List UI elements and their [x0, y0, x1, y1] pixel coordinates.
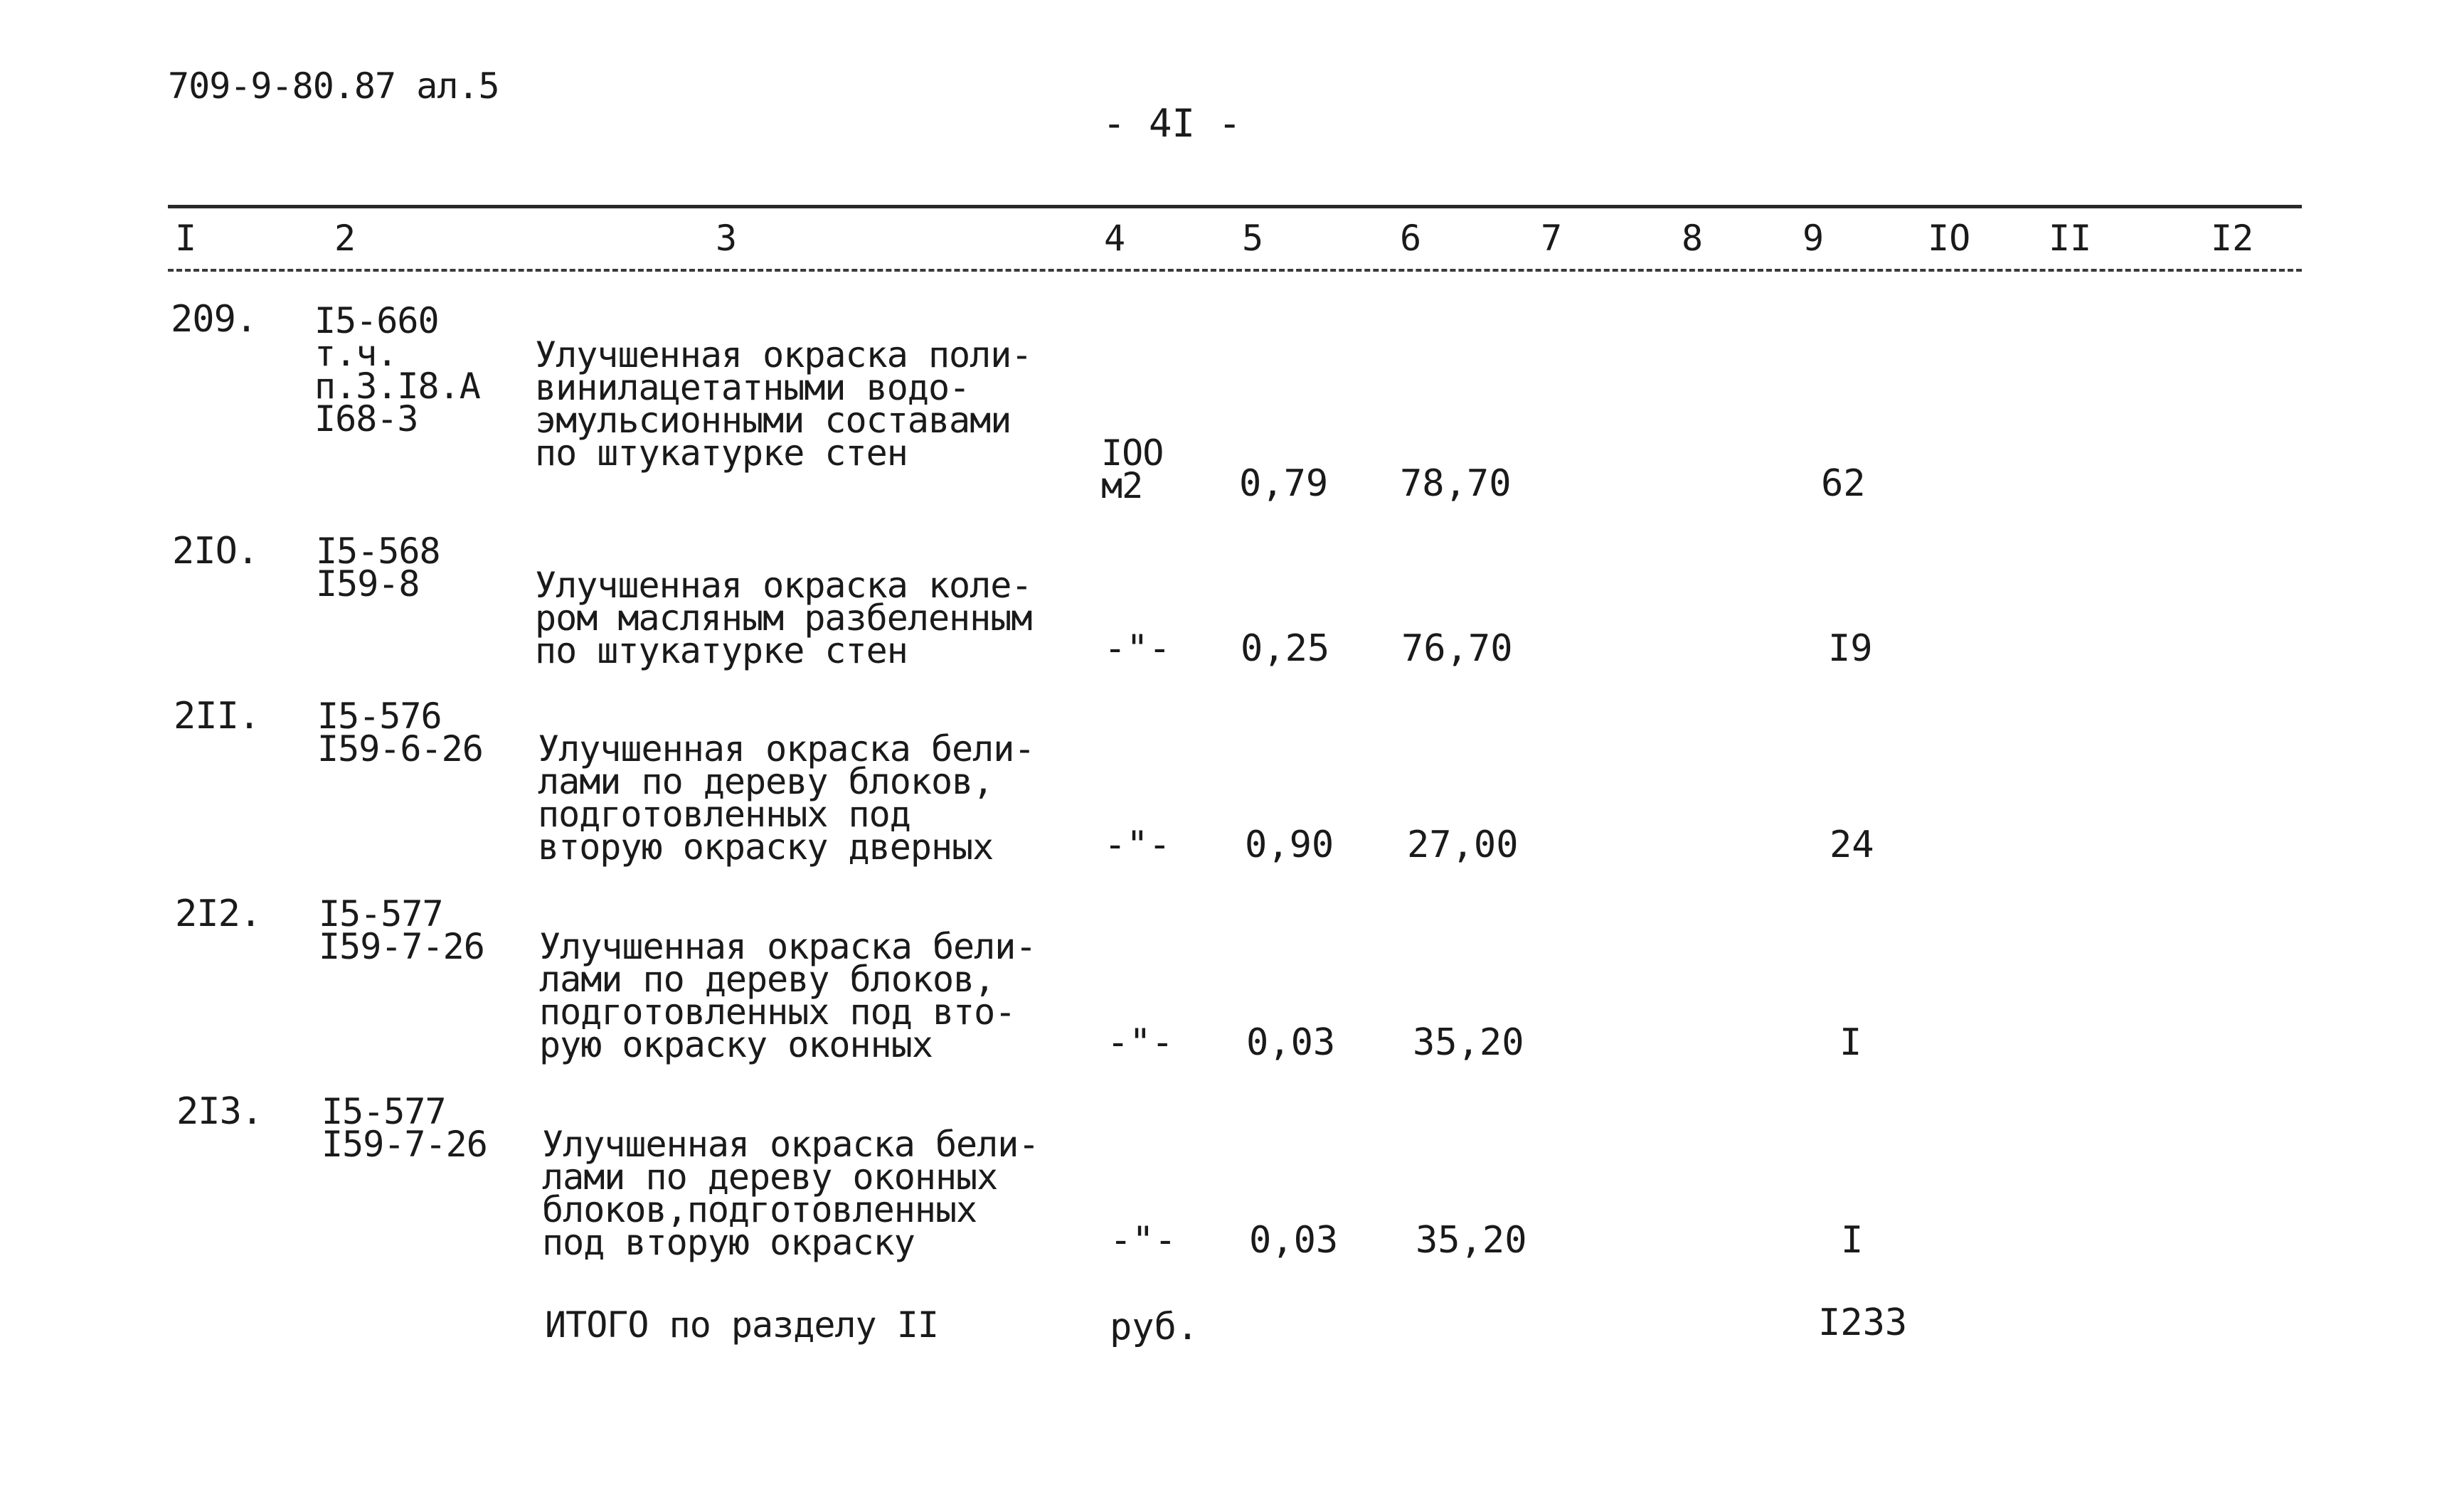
- row-code: I5-577 I59-7-26: [319, 893, 484, 967]
- row-number: 2I2.: [175, 893, 262, 935]
- row-unit: -"-: [1104, 627, 1171, 670]
- column-header: I: [175, 218, 197, 259]
- summary-label: ИТОГО по разделу II: [545, 1304, 938, 1346]
- row-unit: -"-: [1107, 1021, 1174, 1064]
- column-header: 6: [1400, 218, 1422, 259]
- column-header: 5: [1242, 218, 1264, 259]
- row-quantity: 0,90: [1245, 824, 1334, 866]
- summary-total: I233: [1818, 1301, 1908, 1344]
- document-code: 709-9-80.87 ал.5: [168, 65, 499, 107]
- row-price: 35,20: [1413, 1021, 1524, 1064]
- row-price: 35,20: [1416, 1219, 1527, 1262]
- column-header: II: [2049, 218, 2092, 259]
- column-header: 9: [1802, 218, 1825, 259]
- row-total: I: [1841, 1219, 1864, 1262]
- column-header: 8: [1682, 218, 1704, 259]
- column-header: I2: [2211, 218, 2254, 259]
- row-number: 2I3.: [176, 1090, 263, 1133]
- row-price: 76,70: [1401, 627, 1513, 670]
- row-total: I: [1839, 1021, 1862, 1064]
- row-total: 62: [1821, 462, 1866, 505]
- row-description: Улучшенная окраска бели- лами по дереву блоков, подготовленных под вторую окраску дверных: [538, 728, 1035, 868]
- row-quantity: 0,03: [1249, 1219, 1339, 1262]
- row-number: 2II.: [174, 695, 260, 738]
- row-unit: IOO м2: [1101, 432, 1164, 506]
- summary-unit: руб.: [1110, 1306, 1199, 1348]
- table-header-rule: [168, 269, 2302, 272]
- row-unit: -"-: [1110, 1219, 1177, 1262]
- row-total: 24: [1830, 824, 1874, 866]
- row-price: 78,70: [1400, 462, 1512, 505]
- column-header: 3: [716, 218, 738, 259]
- row-quantity: 0,79: [1239, 462, 1329, 505]
- row-number: 209.: [171, 298, 257, 341]
- row-price: 27,00: [1407, 824, 1519, 866]
- row-code: I5-568 I59-8: [316, 531, 440, 605]
- row-description: Улучшенная окраска поли- винилацетатными водо- эмульсионными составами по штукатурке стен: [535, 334, 1032, 474]
- row-quantity: 0,25: [1241, 627, 1330, 670]
- table-top-rule: [168, 205, 2302, 208]
- column-header: 2: [334, 218, 356, 259]
- row-total: I9: [1828, 627, 1873, 670]
- column-header: 7: [1541, 218, 1563, 259]
- column-header: IO: [1928, 218, 1971, 259]
- row-unit: -"-: [1104, 824, 1171, 866]
- page-number: - 4I -: [1103, 101, 1242, 146]
- row-number: 2IO.: [172, 530, 259, 573]
- row-code: I5-576 I59-6-26: [317, 696, 483, 770]
- row-code: I5-577 I59-7-26: [322, 1091, 487, 1165]
- row-description: Улучшенная окраска бели- лами по дереву блоков, подготовленных под вто- рую окраску оконных: [539, 926, 1036, 1065]
- row-description: Улучшенная окраска бели- лами по дереву оконных блоков,подготовленных под вторую окраску: [542, 1124, 1039, 1263]
- row-description: Улучшенная окраска коле- ром масляным разбеленным по штукатурке стен: [535, 565, 1032, 671]
- row-quantity: 0,03: [1246, 1021, 1336, 1064]
- column-header: 4: [1104, 218, 1126, 259]
- row-code: I5-660 т.ч. п.3.I8.А I68-3: [314, 300, 480, 440]
